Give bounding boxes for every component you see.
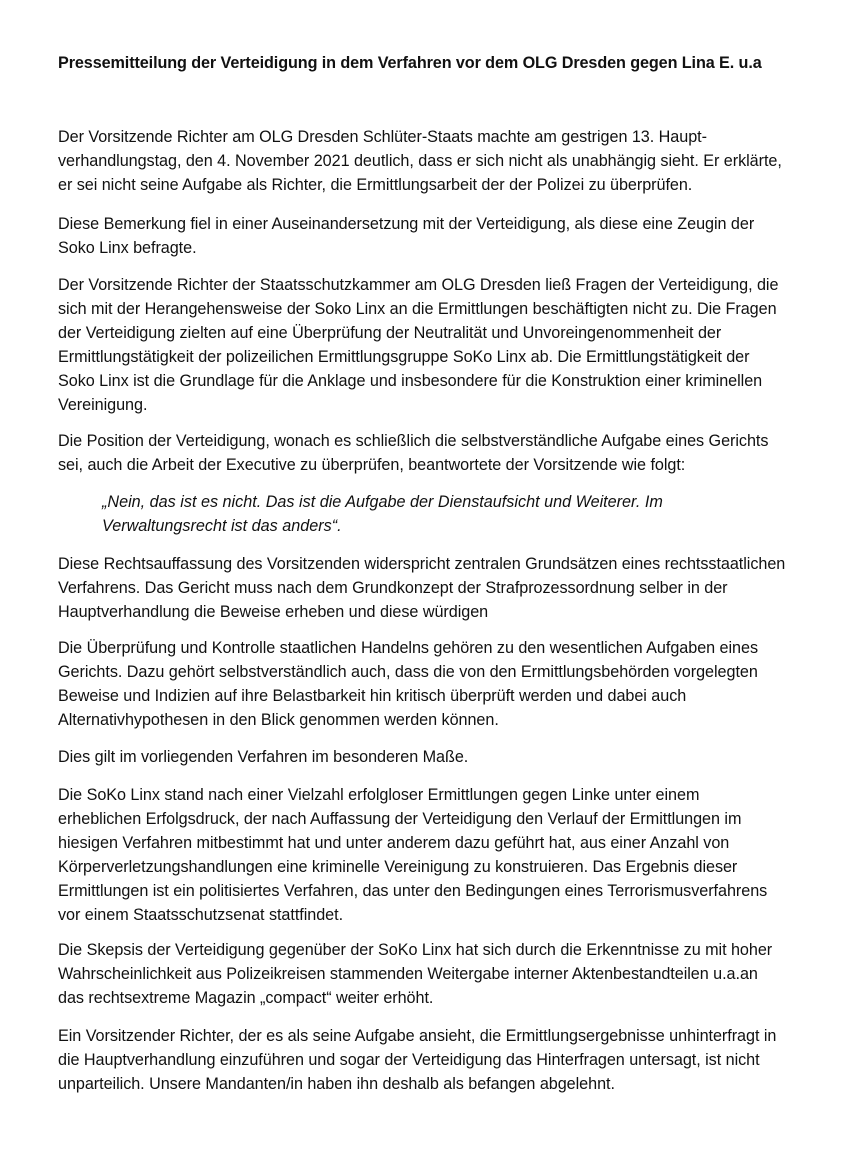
text-line: die Hauptverhandlung einzuführen und sogar der Verteidigung das Hinterfragen untersagt, ist nicht bbox=[58, 1051, 760, 1069]
text-line: Ein Vorsitzender Richter, der es als seine Aufgabe ansieht, die Ermittlungsergebnisse unhinterfragt in bbox=[58, 1027, 777, 1045]
paragraph bbox=[58, 212, 818, 260]
text-line: Vereinigung. bbox=[58, 396, 148, 414]
quote-block bbox=[102, 490, 802, 538]
text-line: Hauptverhandlung die Beweise erheben und diese würdigen bbox=[58, 603, 489, 621]
text-line: Die SoKo Linx stand nach einer Vielzahl erfolgloser Ermittlungen gegen Linke unter einem bbox=[58, 786, 700, 804]
text-line: Beweise und Indizien auf ihre Belastbarkeit hin kritisch überprüft werden und dabei auch bbox=[58, 687, 687, 705]
paragraph bbox=[58, 1024, 818, 1096]
text-line: Diese Bemerkung fiel in einer Auseinandersetzung mit der Verteidigung, als diese eine Zeugin der bbox=[58, 215, 755, 233]
text-line: Soko Linx ist die Grundlage für die Anklage und insbesondere für die Konstruktion einer kriminellen bbox=[58, 372, 763, 390]
paragraph bbox=[58, 938, 818, 1010]
paragraph bbox=[58, 745, 818, 769]
text-line: vor einem Staatsschutzsenat stattfindet. bbox=[58, 906, 344, 924]
paragraph bbox=[58, 552, 818, 624]
text-line: unparteilich. Unsere Mandanten/in haben ihn deshalb als befangen abgelehnt. bbox=[58, 1075, 615, 1093]
text-line: Die Überprüfung und Kontrolle staatlichen Handelns gehören zu den wesentlichen Aufgaben eines bbox=[58, 639, 758, 657]
quote-line: „Nein, das ist es nicht. Das ist die Aufgabe der Dienstaufsicht und Weiterer. Im bbox=[102, 493, 663, 511]
text-line: der Verteidigung zielten auf eine Überprüfung der Neutralität und Unvoreingenommenheit der bbox=[58, 324, 722, 342]
text-line: das rechtsextreme Magazin „compact“ weiter erhöht. bbox=[58, 989, 434, 1007]
paragraph bbox=[58, 273, 818, 417]
paragraph bbox=[58, 429, 818, 477]
text-line: sei, auch die Arbeit der Executive zu überprüfen, beantwortete der Vorsitzende wie folgt: bbox=[58, 456, 686, 474]
text-line: Soko Linx befragte. bbox=[58, 239, 197, 257]
quote-line: Verwaltungsrecht ist das anders“. bbox=[102, 517, 342, 535]
text-line: Gerichts. Dazu gehört selbstverständlich auch, dass die von den Ermittlungsbehörden vorgelegten bbox=[58, 663, 758, 681]
text-line: Der Vorsitzende Richter am OLG Dresden Schlüter-Staats machte am gestrigen 13. Haupt- bbox=[58, 128, 707, 146]
text-line: Körperverletzungshandlungen eine kriminelle Vereinigung zu konstruieren. Das Ergebnis dieser bbox=[58, 858, 738, 876]
text-line: Wahrscheinlichkeit aus Polizeikreisen stammenden Weitergabe interner Aktenbestandteilen u.a.an bbox=[58, 965, 758, 983]
text-line: Der Vorsitzende Richter der Staatsschutzkammer am OLG Dresden ließ Fragen der Verteidigung, die bbox=[58, 276, 779, 294]
text-line: Diese Rechtsauffassung des Vorsitzenden widerspricht zentralen Grundsätzen eines rechtsstaatlichen bbox=[58, 555, 786, 573]
document-title: Pressemitteilung der Verteidigung in dem Verfahren vor dem OLG Dresden gegen Lina E. u.a bbox=[58, 54, 762, 72]
paragraph bbox=[58, 783, 818, 927]
text-line: er sei nicht seine Aufgabe als Richter, die Ermittlungsarbeit der der Polizei zu überprüfen. bbox=[58, 176, 693, 194]
paragraph bbox=[58, 636, 818, 732]
text-line: Dies gilt im vorliegenden Verfahren im besonderen Maße. bbox=[58, 748, 469, 766]
paragraph bbox=[58, 125, 818, 197]
text-line: Alternativhypothesen in den Blick genommen werden können. bbox=[58, 711, 499, 729]
text-line: verhandlungstag, den 4. November 2021 deutlich, dass er sich nicht als unabhängig sieht. Er erklärte, bbox=[58, 152, 782, 170]
text-line: hiesigen Verfahren mitbestimmt hat und unter anderem dazu geführt hat, aus einer Anzahl von bbox=[58, 834, 730, 852]
text-line: Ermittlungen ist ein politisiertes Verfahren, das unter den Bedingungen eines Terrorismusverfahrens bbox=[58, 882, 768, 900]
text-line: erheblichen Erfolgsdruck, der nach Auffassung der Verteidigung den Verlauf der Ermittlungen im bbox=[58, 810, 742, 828]
text-line: Verfahrens. Das Gericht muss nach dem Grundkonzept der Strafprozessordnung selber in der bbox=[58, 579, 728, 597]
text-line: Ermittlungstätigkeit der polizeilichen Ermittlungsgruppe SoKo Linx ab. Die Ermittlungstätigkeit der bbox=[58, 348, 750, 366]
text-line: Die Position der Verteidigung, wonach es schließlich die selbstverständliche Aufgabe eines Gerichts bbox=[58, 432, 769, 450]
text-line: Die Skepsis der Verteidigung gegenüber der SoKo Linx hat sich durch die Erkenntnisse zu mit hoher bbox=[58, 941, 773, 959]
text-line: sich mit der Herangehensweise der Soko Linx an die Ermittlungen beschäftigten nicht zu. Die Fragen bbox=[58, 300, 777, 318]
